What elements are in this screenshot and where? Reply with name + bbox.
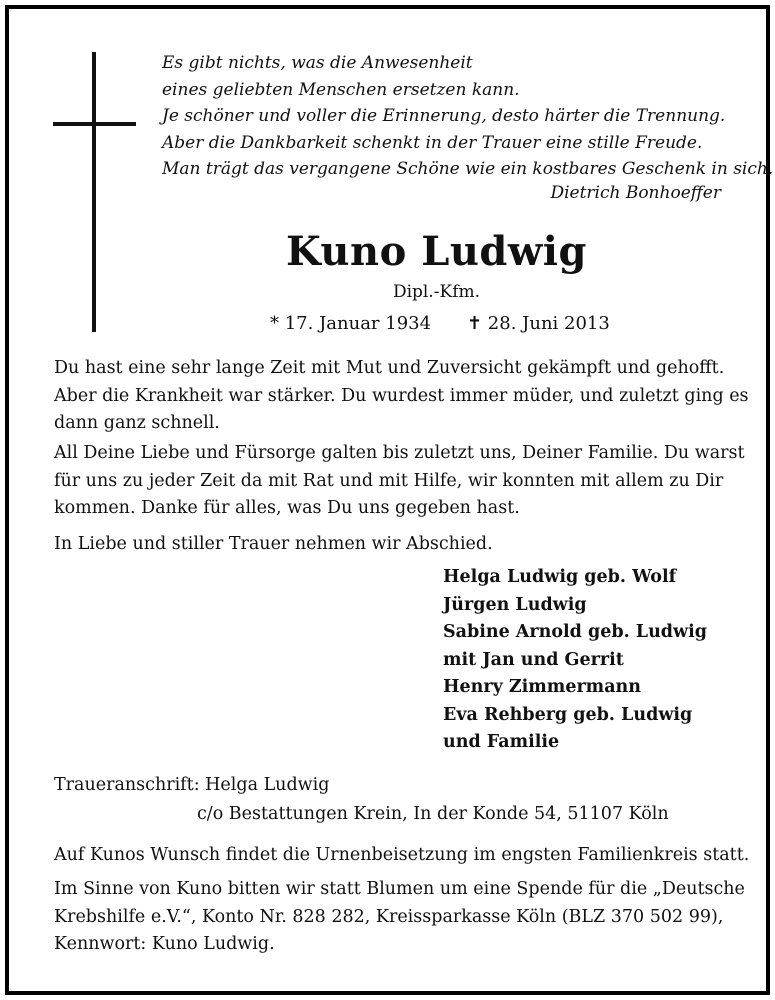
text-line: All Deine Liebe und Fürsorge galten bis zuletzt uns, Deiner Familie. Du warst xyxy=(54,443,745,463)
paragraph-2 xyxy=(54,440,745,523)
family-member: Eva Rehberg geb. Ludwig xyxy=(443,704,693,725)
cross-icon-horizontal xyxy=(53,122,136,126)
text-line: Im Sinne von Kuno bitten wir statt Blumen um eine Spende für die „Deutsche xyxy=(54,879,745,899)
text-line: Auf Kunos Wunsch findet die Urnenbeisetzung im engsten Familienkreis statt. xyxy=(54,845,750,865)
burial-note xyxy=(54,842,750,870)
family-member: Henry Zimmermann xyxy=(443,677,641,697)
quote-block xyxy=(162,50,774,183)
text-line: Kennwort: Kuno Ludwig. xyxy=(54,934,275,954)
family-member: Jürgen Ludwig xyxy=(443,594,587,615)
text-line: Aber die Krankheit war stärker. Du wurdest immer müder, und zuletzt ging es xyxy=(54,385,749,406)
family-signatures xyxy=(443,564,707,757)
text-line: In Liebe und stiller Trauer nehmen wir Abschied. xyxy=(54,534,493,554)
mourning-address: Traueranschrift: Helga Ludwig xyxy=(54,775,330,795)
text-line: kommen. Danke für alles, was Du uns gegeben hast. xyxy=(54,498,520,518)
deceased-degree: Dipl.-Kfm. xyxy=(392,282,481,302)
text-line: für uns zu jeder Zeit da mit Rat und mit Hilfe, wir konnten mit allem zu Dir xyxy=(54,470,724,491)
quote-line: Je schöner und voller die Erinnerung, desto härter die Trennung. xyxy=(162,106,726,126)
quote-line: eines geliebten Menschen ersetzen kann. xyxy=(162,79,520,100)
quote-line: Es gibt nichts, was die Anwesenheit xyxy=(162,53,473,73)
family-member: und Familie xyxy=(443,732,560,752)
text-line: Du hast eine sehr lange Zeit mit Mut und Zuversicht gekämpft und gehofft. xyxy=(54,358,725,378)
mourning-address-line2: c/o Bestattungen Krein, In der Konde 54, 51107 Köln xyxy=(197,804,669,824)
quote-author: Dietrich Bonhoeffer xyxy=(550,183,721,203)
deceased-name: Kuno Ludwig xyxy=(286,228,587,275)
text-line: Krebshilfe e.V.“, Konto Nr. 828 282, Kreissparkasse Köln (BLZ 370 502 99), xyxy=(54,906,724,927)
quote-line: Aber die Dankbarkeit schenkt in der Trauer eine stille Freude. xyxy=(162,132,703,153)
birth-date: * 17. Januar 1934 xyxy=(270,313,432,334)
death-date: ✝ 28. Juni 2013 xyxy=(467,313,610,334)
paragraph-1 xyxy=(54,355,749,438)
text-line: dann ganz schnell. xyxy=(54,413,220,433)
quote-line: Man trägt das vergangene Schöne wie ein kostbares Geschenk in sich. xyxy=(162,159,774,179)
family-member: Helga Ludwig geb. Wolf xyxy=(443,567,677,587)
family-member: mit Jan und Gerrit xyxy=(443,649,624,670)
family-member: Sabine Arnold geb. Ludwig xyxy=(443,622,707,642)
donation-note xyxy=(54,876,745,959)
paragraph-3 xyxy=(54,531,722,559)
